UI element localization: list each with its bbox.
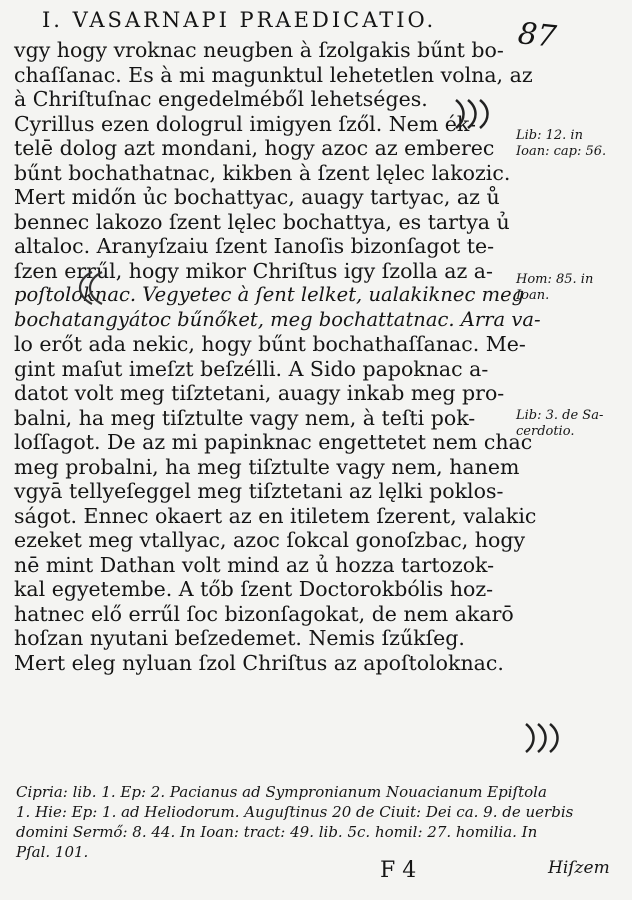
- text-line: hatnec elő errűl ſoc bizonſagokat, de nem akarō: [14, 601, 514, 626]
- margin-note: [516, 408, 628, 440]
- text-line: à Chriſtuſnac engedelméből lehetséges.: [14, 87, 428, 111]
- text-line: bennec lakozo ſzent lęlec bochattya, es tartya ủ: [14, 209, 510, 234]
- text-line: lo erőt ada nekic, hogy bűnt bochathaſſanac. Me-: [14, 332, 526, 356]
- text-line: nē mint Dathan volt mind az ủ hozza tartozok-: [14, 552, 495, 577]
- text-line: Mert midőn ủc bochattyac, auagy tartyac, az ů: [14, 185, 500, 209]
- margin-note-line: Ioan: cap: 56.: [516, 144, 607, 159]
- footnote-line: domini Sermő: 8. 44. In Ioan: tract: 49. lib. 5c. homil: 27. homilia. In: [16, 823, 538, 841]
- text-line: bűnt bochathatnac, kikben à ſzent lęlec lakozic.: [14, 160, 511, 185]
- text-line: gint maſut imeſzt beſzélli. A Sido papoknac a-: [14, 356, 489, 381]
- text-line: kal egyetembe. A tőb ſzent Doctorokbólis hoz-: [14, 577, 494, 601]
- text-line: balni, ha meg tiſztulte vagy nem, à teſti pok-: [14, 405, 476, 430]
- margin-note-line: Lib: 12. in: [516, 128, 583, 143]
- handwritten-bracket-mark: [450, 96, 510, 132]
- footnote-line: Pſal. 101.: [16, 843, 89, 861]
- text-line: loſſagot. De az mi papinknac engettetet nem chac: [14, 430, 533, 454]
- page-number: 87: [516, 16, 558, 55]
- text-line: ságot. Ennec okaert az en itiletem ſzerent, valakic: [14, 503, 537, 528]
- footnote-line: 1. Hie: Ep: 1. ad Heliodorum. Auguſtinus 20 de Ciuit: Dei ca. 9. de uerbis: [16, 803, 574, 821]
- text-line: Cyrillus ezen dologrul imigyen ſzől. Nem ék-: [14, 111, 476, 136]
- margin-note-line: Ioan.: [516, 288, 550, 303]
- text-line: hoſzan nyutani beſzedemet. Nemis ſzűkſeg.: [14, 626, 465, 650]
- text-line: ſzen errűl, hogy mikor Chriſtus igy ſzolla az a-: [14, 258, 493, 283]
- text-line: telē dolog azt mondani, hogy azoc az emberec: [14, 136, 495, 160]
- footnotes: [16, 782, 574, 862]
- catchword: Hiſzem: [548, 858, 610, 878]
- text-line: Mert eleg nyluan ſzol Chriſtus az apoſtoloknac.: [14, 650, 504, 675]
- margin-note: [516, 272, 628, 304]
- handwritten-bracket-mark: [72, 268, 112, 308]
- text-line: chaſſanac. Es à mi magunktul lehetetlen volna, az: [14, 62, 533, 87]
- text-line: vgy hogy vroknac neugben à ſzolgakis bűnt bo-: [14, 38, 504, 62]
- margin-note-line: cerdotio.: [516, 424, 575, 439]
- text-line: ezeket meg vtallyac, azoc ſokcal gonoſzbac, hogy: [14, 528, 526, 552]
- text-line-italic: poſtoloknac. Vegyetec à ſent lelket, ualakiknec meg: [14, 283, 525, 306]
- text-line: datot volt meg tiſztetani, auagy inkab meg pro-: [14, 381, 505, 405]
- text-line: meg probalni, ha meg tiſztulte vagy nem, hanem: [14, 454, 520, 479]
- handwritten-bracket-mark: [520, 720, 580, 756]
- margin-note-line: Lib: 3. de Sa-: [516, 408, 604, 423]
- text-line-italic: bochatangyátoc bűnőket, meg bochattatnac. Arra va-: [14, 307, 541, 331]
- footnote-line: Cipria: lib. 1. Ep: 2. Pacianus ad Sympronianum Nouacianum Epiſtola: [16, 783, 547, 801]
- text-line: vgyā tellyeſeggel meg tiſztetani az lęlki poklos-: [14, 479, 504, 503]
- text-line: altaloc. Aranyſzaiu ſzent Ianoſis bizonſagot te-: [14, 234, 495, 258]
- signature-mark: F 4: [380, 858, 417, 883]
- margin-note-line: Hom: 85. in: [516, 272, 594, 287]
- margin-note: [516, 128, 628, 160]
- running-header: I. VASARNAPI PRAEDICATIO.: [42, 8, 437, 32]
